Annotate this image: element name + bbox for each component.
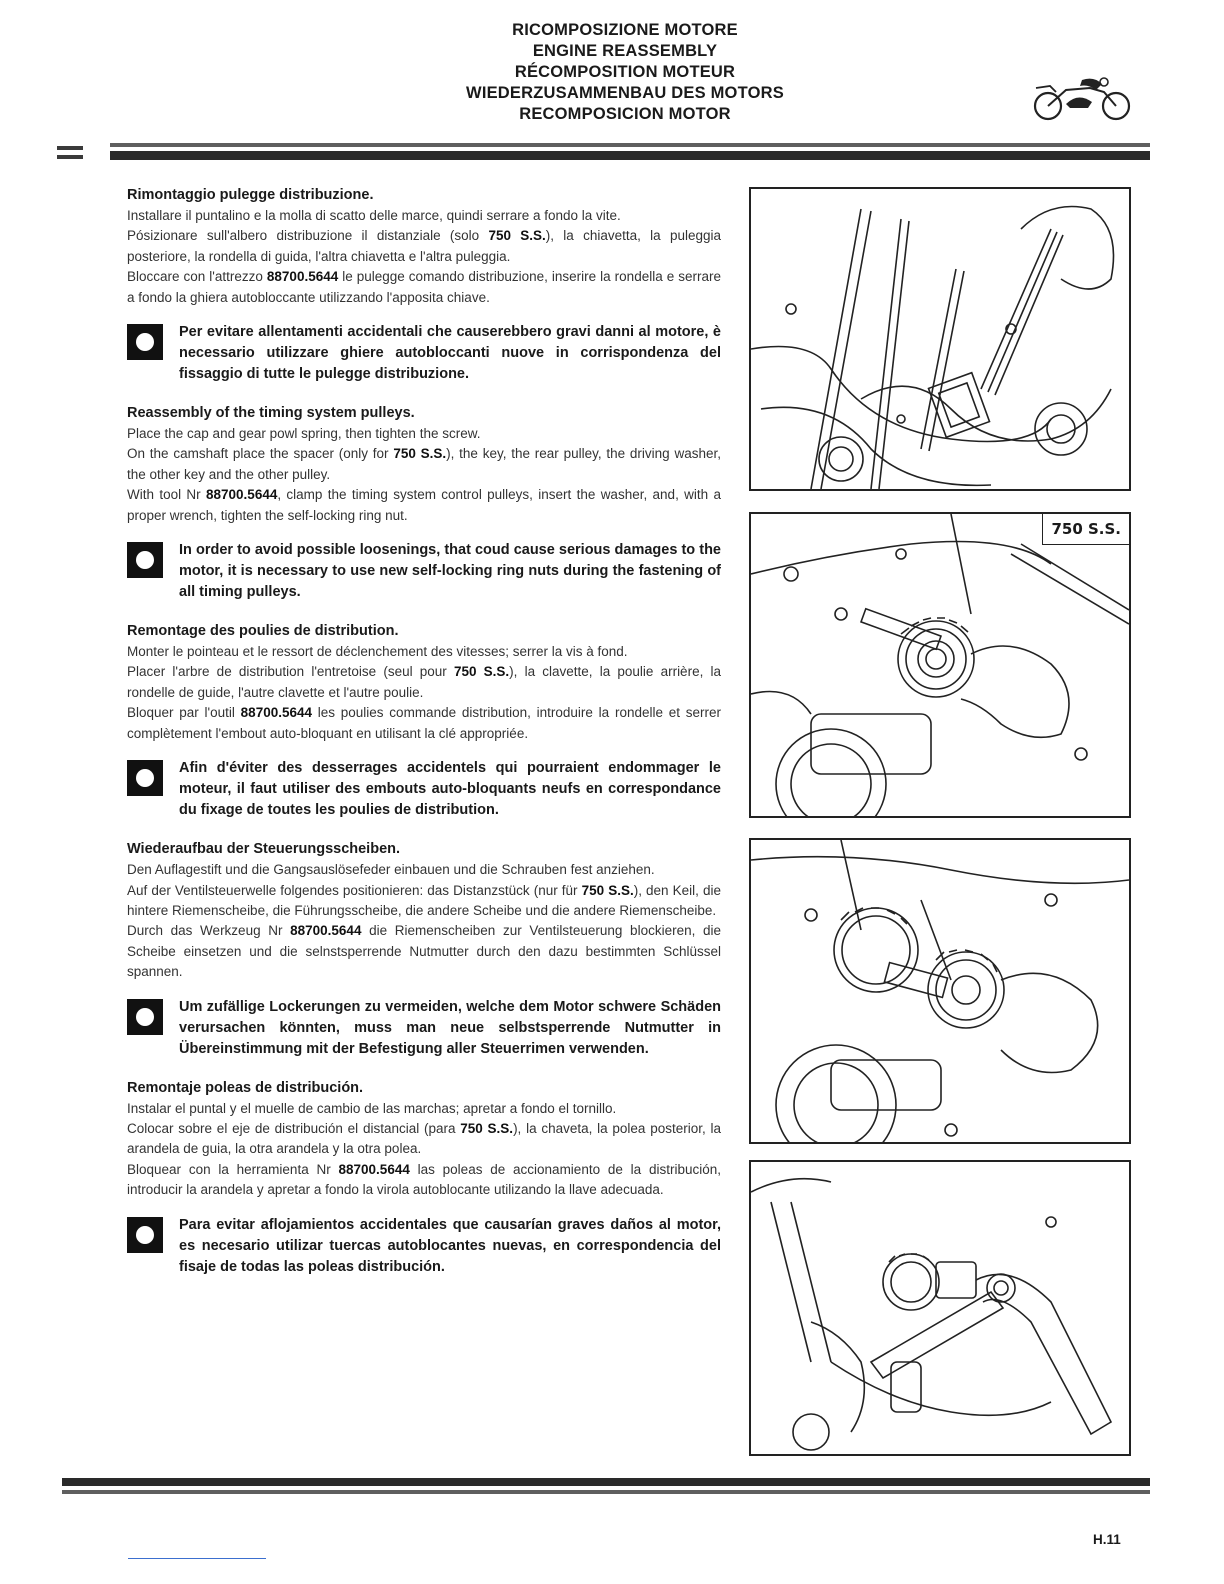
paragraph: Monter le pointeau et le ressort de déclenchement des vitesses; serrer la vis à fond. (127, 644, 628, 660)
title-spanish: RECOMPOSICION MOTOR (519, 105, 731, 123)
title-italian: RICOMPOSIZIONE MOTORE (512, 21, 738, 39)
warning-text: In order to avoid possible loosenings, that coud cause serious damages to the motor, it is necessary to use new self-locking ring nuts during the fastening of all timing pulleys. (179, 542, 721, 601)
warning-icon (127, 324, 163, 360)
figure-wrench-tightening (749, 187, 1131, 491)
engine-illustration (751, 189, 1129, 489)
header-rule (110, 143, 1150, 147)
footer-rule (62, 1490, 1150, 1494)
paragraph: Placer l'arbre de distribution l'entretoise (seul pour 750 S.S.), la clavette, la poulie arrière, la rondelle de guide, l'autre clavette et l'autre poulie. (127, 664, 721, 700)
paragraph: Place the cap and gear powl spring, then tighten the screw. (127, 426, 481, 442)
section-title: Remontaje poleas de distribución. (127, 1079, 364, 1096)
header-side-mark (57, 155, 83, 159)
section-title: Rimontaggio pulegge distribuzione. (127, 187, 374, 203)
engine-illustration (751, 1162, 1129, 1454)
warning-note (127, 1215, 721, 1278)
title-french: RÉCOMPOSITION MOTEUR (514, 63, 736, 81)
warning-icon (127, 999, 163, 1035)
warning-note (127, 997, 721, 1060)
warning-note (127, 540, 721, 603)
text-column (127, 185, 721, 1296)
warning-note (127, 322, 721, 385)
page-number: H.11 (1093, 1532, 1121, 1547)
warning-note (127, 758, 721, 821)
warning-icon (127, 1217, 163, 1253)
figure-pulley-spacer (749, 512, 1131, 818)
figure-wrench-final (749, 1160, 1131, 1456)
engine-illustration (751, 840, 1129, 1142)
paragraph: Bloquear con la herramienta Nr 88700.5644 las poleas de accionamiento de la distribución, introducir la arandela y apretar a fondo la virola autoblocante utilizando la llave adecuada. (127, 1161, 721, 1198)
footer-link-line (128, 1558, 266, 1559)
warning-text: Para evitar aflojamientos accidentales que causarían graves daños al motor, es necesario utilizar tuercas autoblocantes nuevas, en correspondencia del fisaje de todas las poleas distribución. (179, 1216, 721, 1275)
paragraph: Den Auflagestift und die Gangsauslösefeder einbauen und die Schrauben fest anziehen. (127, 862, 655, 878)
paragraph: Pósizionare sull'albero distribuzione il distanziale (solo 750 S.S.), la chiavetta, la puleggia posteriore, la rondella di guida, l'altra chiavetta e l'altra puleggia. (127, 228, 721, 264)
header-side-mark (57, 146, 83, 150)
paragraph: On the camshaft place the spacer (only for 750 S.S.), the key, the rear pulley, the driving washer, the other key and the other pulley. (127, 446, 721, 482)
paragraph: Bloccare con l'attrezzo 88700.5644 le pulegge comando distribuzione, inserire la rondella e serrare a fondo la ghiera autobloccante utilizzando l'apposita chiave. (127, 269, 721, 305)
warning-text: Um zufällige Lockerungen zu vermeiden, welche dem Motor schwere Schäden verursachen könnten, muss man neue selbstsperrende Nutmutter in Übereinstimmung mit der Befestigung aller Steuerrimen verwenden. (179, 998, 721, 1057)
paragraph: With tool Nr 88700.5644, clamp the timing system control pulleys, insert the washer, and, with a proper wrench, tighten the self-locking ring nut. (127, 487, 721, 523)
section-italian (127, 185, 721, 385)
warning-text: Per evitare allentamenti accidentali che causerebbero gravi danni al motore, è necessario utilizzare ghiere autobloccanti nuove in corrispondenza del fissaggio di tutte le pulegge distribuzione. (179, 324, 721, 383)
header-titles (440, 20, 810, 125)
paragraph: Durch das Werkzeug Nr 88700.5644 die Riemenscheiben zur Ventilsteuerung blockieren, die Scheibe einsetzen und die selnstsperrende Nutmutter durch den dazu bestimmten Schlüssel spannen. (127, 923, 721, 980)
paragraph: Auf der Ventilsteuerwelle folgendes positionieren: das Distanzstück (nur für 750 S.S.), den Keil, die hintere Riemenscheibe, die Führungsscheibe, die andere Scheibe und die andere Riemenscheibe. (127, 882, 721, 918)
section-title: Wiederaufbau der Steuerungsscheiben. (127, 841, 401, 858)
figure-double-pulley (749, 838, 1131, 1144)
figure-label: 750 S.S. (1042, 514, 1129, 545)
title-german: WIEDERZUSAMMENBAU DES MOTORS (466, 84, 784, 102)
section-french (127, 621, 721, 821)
paragraph: Colocar sobre el eje de distribución el distancial (para 750 S.S.), la chaveta, la polea posterior, la arandela de guia, la otra arandela y la otra polea. (127, 1120, 721, 1157)
section-title: Reassembly of the timing system pulleys. (127, 405, 415, 422)
section-title: Remontage des poulies de distribution. (127, 623, 399, 640)
title-english: ENGINE REASSEMBLY (532, 42, 718, 60)
section-english (127, 403, 721, 603)
paragraph: Bloquer par l'outil 88700.5644 les poulies commande distribution, introduire la rondelle et serrer complètement l'embout auto-bloquant en utilisant la clé appropriée. (127, 705, 722, 741)
paragraph: Installare il puntalino e la molla di scatto delle marce, quindi serrare a fondo la vite. (127, 208, 621, 223)
paragraph: Instalar el puntal y el muelle de cambio de las marchas; apretar a fondo el tornillo. (127, 1100, 617, 1116)
header-rule (110, 151, 1150, 160)
warning-text: Afin d'éviter des desserrages accidentels qui pourraient endommager le moteur, il faut utiliser des embouts auto-bloquants neufs en correspondance du fixage de toutes les poulies de distribution. (179, 760, 721, 819)
engine-illustration (751, 514, 1129, 816)
warning-icon (127, 760, 163, 796)
warning-icon (127, 542, 163, 578)
section-spanish (127, 1078, 721, 1278)
motorcycle-icon (1030, 74, 1132, 124)
footer-rule (62, 1478, 1150, 1486)
section-german (127, 839, 721, 1059)
